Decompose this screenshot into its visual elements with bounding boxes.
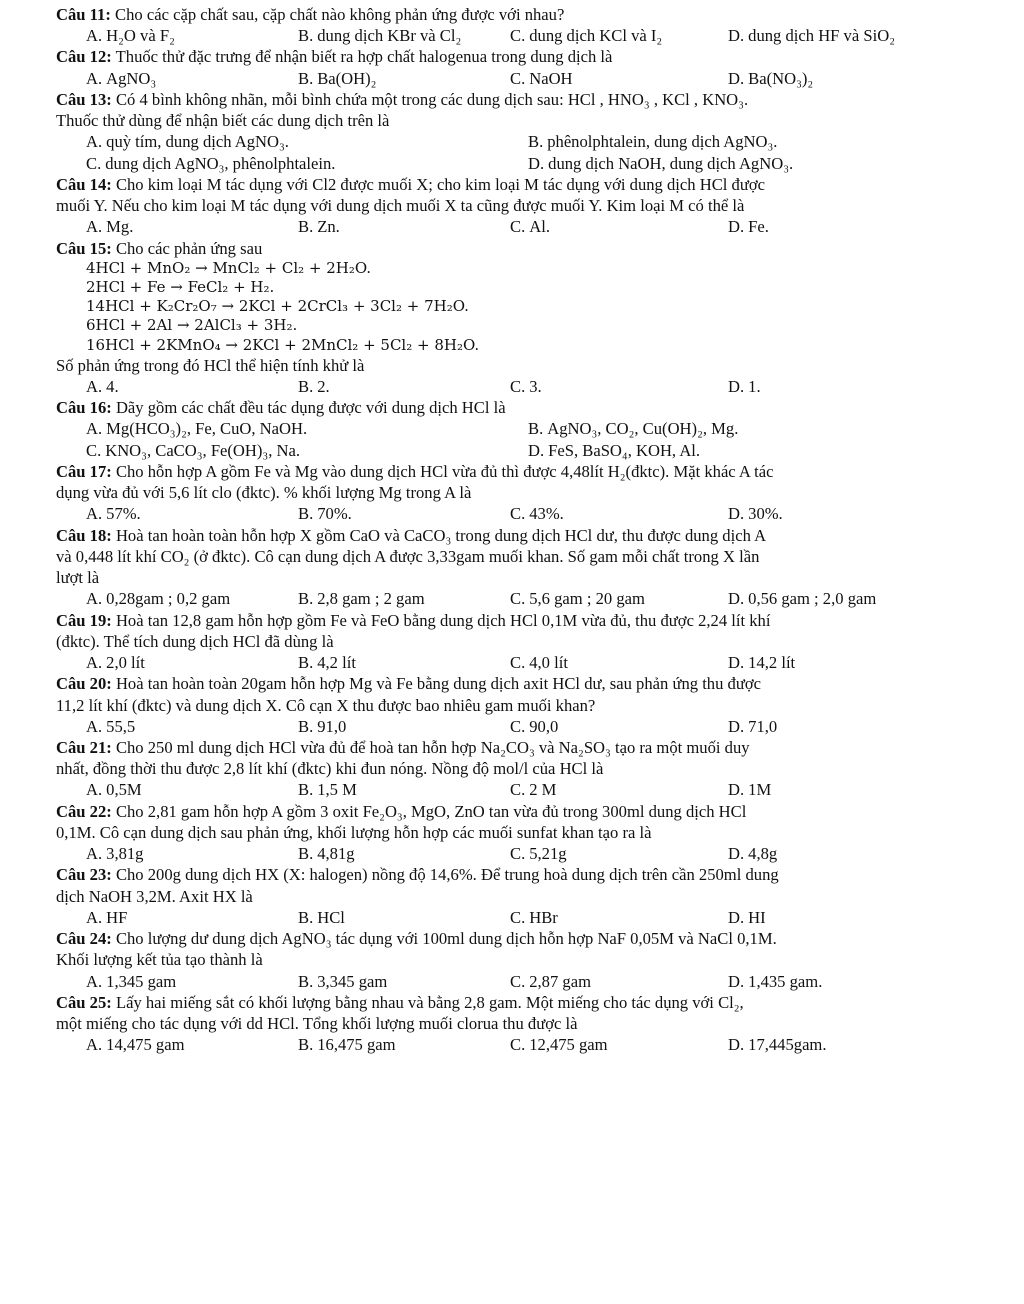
option-c: C. HBr — [510, 907, 558, 927]
option-a: A. 0,5M — [86, 780, 142, 800]
question-number: Câu 17: — [56, 461, 112, 481]
question-text-line-2: 11,2 lít khí (đktc) và dung dịch X. Cô cạn X thu được bao nhiêu gam muối khan? — [56, 695, 596, 715]
question-17 — [56, 461, 970, 525]
question-number: Câu 20: — [56, 674, 112, 694]
question-23 — [56, 864, 970, 928]
option-a: A. 4. — [86, 376, 119, 396]
option-a: A. HF — [86, 907, 128, 927]
option-d: D. Fe. — [728, 217, 769, 237]
option-d: D. 0,56 gam ; 2,0 gam — [728, 589, 877, 609]
question-number: Câu 22: — [56, 801, 112, 821]
option-a: A. 57%. — [86, 504, 141, 524]
question-text-line-2: nhất, đồng thời thu được 2,8 lít khí (đktc) khi đun nóng. Nồng độ mol/l của HCl là — [56, 759, 604, 779]
question-number: Câu 14: — [56, 174, 112, 194]
question-text-line-2: và 0,448 lít khí CO₂ (ở đktc). Cô cạn dung dịch A được 3,33gam muối khan. Số gam mỗi chất trong X lần — [56, 546, 760, 566]
question-number: Câu 19: — [56, 610, 112, 630]
option-b: B. 16,475 gam — [298, 1035, 396, 1055]
option-d: D. 14,2 lít — [728, 653, 796, 673]
option-c: C. 3. — [510, 376, 542, 396]
option-b: B. dung dịch KBr và Cl₂ — [298, 26, 462, 46]
question-text: Cho hỗn hợp A gồm Fe và Mg vào dung dịch HCl vừa đủ thì được 4,48lít H₂(đktc). Mặt khác A tác — [115, 461, 774, 481]
option-a: A. Mg. — [86, 217, 134, 237]
option-d: D. HI — [728, 907, 766, 927]
option-b: B. Zn. — [298, 217, 340, 237]
option-b: B. 1,5 M — [298, 780, 357, 800]
option-c: C. KNO₃, CaCO₃, Fe(OH)₃, Na. — [86, 440, 301, 460]
option-c: C. 2 M — [510, 780, 557, 800]
question-text: Cho 200g dung dịch HX (X: halogen) nồng độ 14,6%. Để trung hoà dung dịch trên cần 250ml dung — [115, 865, 779, 885]
question-20 — [56, 673, 970, 737]
question-text: Hoà tan 12,8 gam hỗn hợp gồm Fe và FeO bằng dung dịch HCl 0,1M vừa đủ, thu được 2,24 lít khí — [115, 610, 771, 630]
option-a: A. quỳ tím, dung dịch AgNO₃. — [86, 132, 289, 152]
option-d: D. FeS, BaSO₄, KOH, Al. — [528, 440, 701, 460]
option-a: A. 3,81g — [86, 844, 144, 864]
question-text-line-2: một miếng cho tác dụng với dd HCl. Tổng khối lượng muối clorua thu được là — [56, 1014, 578, 1034]
question-12 — [56, 46, 970, 88]
question-text: Dãy gồm các chất đều tác dụng được với dung dịch HCl là — [115, 398, 506, 418]
equation-5: 16HCl + 2KMnO₄ → 2KCl + 2MnCl₂ + 5Cl₂ + 8H₂O. — [86, 335, 480, 354]
option-c: C. Al. — [510, 217, 550, 237]
question-16 — [56, 397, 970, 461]
question-text: Cho các phản ứng sau — [115, 238, 263, 258]
question-25 — [56, 992, 970, 1056]
question-text-line-2: dịch NaOH 3,2M. Axit HX là — [56, 886, 253, 906]
question-14 — [56, 174, 970, 238]
option-d: D. 4,8g — [728, 844, 778, 864]
option-a: A. H₂O và F₂ — [86, 26, 175, 46]
option-a: A. 2,0 lít — [86, 653, 145, 673]
question-text-line-2: Thuốc thử dùng để nhận biết các dung dịch trên là — [56, 111, 390, 131]
question-number: Câu 16: — [56, 398, 112, 418]
option-d: D. 30%. — [728, 504, 783, 524]
option-b: B. 3,345 gam — [298, 971, 388, 991]
question-text: Thuốc thử đặc trưng để nhận biết ra hợp chất halogenua trong dung dịch là — [115, 47, 613, 67]
question-21 — [56, 737, 970, 801]
question-22 — [56, 801, 970, 865]
option-c: C. 90,0 — [510, 716, 559, 736]
option-b: B. HCl — [298, 907, 345, 927]
question-number: Câu 24: — [56, 929, 112, 949]
question-number: Câu 11: — [56, 5, 111, 24]
question-text-line-2: dụng vừa đủ với 5,6 lít clo (đktc). % khối lượng Mg trong A là — [56, 483, 472, 503]
equation-4: 6HCl + 2Al → 2AlCl₃ + 3H₂. — [86, 316, 298, 335]
question-text: Cho 250 ml dung dịch HCl vừa đủ để hoà tan hỗn hợp Na₂CO₃ và Na₂SO₃ tạo ra một muối duy — [115, 737, 750, 757]
question-number: Câu 21: — [56, 737, 112, 757]
question-text: Cho lượng dư dung dịch AgNO₃ tác dụng với 100ml dung dịch hỗn hợp NaF 0,05M và NaCl 0,1M. — [115, 929, 777, 949]
option-d: D. Ba(NO₃)₂ — [728, 68, 814, 88]
option-d: D. 1,435 gam. — [728, 971, 823, 991]
option-b: B. 91,0 — [298, 716, 347, 736]
question-text: Có 4 bình không nhãn, mỗi bình chứa một trong các dung dịch sau: HCl , HNO₃ , KCl , KNO₃. — [115, 89, 749, 109]
option-a: A. AgNO₃ — [86, 68, 157, 88]
option-d: D. 1M — [728, 780, 772, 800]
question-number: Câu 23: — [56, 865, 112, 885]
option-a: A. 14,475 gam — [86, 1035, 185, 1055]
question-text: Cho 2,81 gam hỗn hợp A gồm 3 oxit Fe₂O₃, MgO, ZnO tan vừa đủ trong 300ml dung dịch HCl — [115, 801, 747, 821]
option-b: B. 4,81g — [298, 844, 355, 864]
option-a: A. 0,28gam ; 0,2 gam — [86, 589, 231, 609]
option-b: B. 70%. — [298, 504, 352, 524]
equation-3: 14HCl + K₂Cr₂O₇ → 2KCl + 2CrCl₃ + 3Cl₂ + 7H₂O. — [86, 297, 469, 316]
option-b: B. Ba(OH)₂ — [298, 68, 377, 88]
question-text-line-2: muối Y. Nếu cho kim loại M tác dụng với dung dịch muối X ta cũng được muối Y. Kim loại M có thể là — [56, 196, 745, 216]
option-c: C. 2,87 gam — [510, 971, 591, 991]
option-c: C. NaOH — [510, 68, 573, 88]
option-b: B. 4,2 lít — [298, 653, 356, 673]
option-d: D. dung dịch NaOH, dung dịch AgNO₃. — [528, 153, 794, 173]
question-15 — [56, 238, 970, 398]
question-text-line-2: 0,1M. Cô cạn dung dịch sau phản ứng, khối lượng hỗn hợp các muối sunfat khan tạo ra là — [56, 822, 652, 842]
question-11 — [56, 4, 970, 46]
equation-1: 4HCl + MnO₂ → MnCl₂ + Cl₂ + 2H₂O. — [86, 258, 372, 277]
question-number: Câu 13: — [56, 89, 112, 109]
question-number: Câu 25: — [56, 992, 112, 1012]
option-b: B. 2,8 gam ; 2 gam — [298, 589, 425, 609]
question-number: Câu 18: — [56, 525, 112, 545]
question-text: Lấy hai miếng sắt có khối lượng bằng nhau và bằng 2,8 gam. Một miếng cho tác dụng với Cl₂, — [115, 992, 744, 1012]
question-text: Cho kim loại M tác dụng với Cl2 được muối X; cho kim loại M tác dụng với dung dịch HCl được — [115, 174, 765, 194]
question-19 — [56, 610, 970, 674]
option-d: D. 71,0 — [728, 716, 778, 736]
option-d: D. dung dịch HF và SiO₂ — [728, 26, 895, 46]
option-b: B. AgNO₃, CO₂, Cu(OH)₂, Mg. — [528, 419, 739, 439]
option-d: D. 1. — [728, 376, 761, 396]
question-prompt: Số phản ứng trong đó HCl thể hiện tính khử là — [56, 355, 365, 375]
question-number: Câu 12: — [56, 47, 112, 67]
option-a: A. Mg(HCO₃)₂, Fe, CuO, NaOH. — [86, 419, 308, 439]
option-a: A. 1,345 gam — [86, 971, 177, 991]
option-d: D. 17,445gam. — [728, 1035, 827, 1055]
question-text: Cho các cặp chất sau, cặp chất nào không phản ứng được với nhau? — [115, 5, 565, 24]
option-c: C. 43%. — [510, 504, 564, 524]
option-c: C. 5,21g — [510, 844, 567, 864]
question-text-line-3: lượt là — [56, 568, 100, 588]
question-text: Hoà tan hoàn toàn hỗn hợp X gồm CaO và CaCO₃ trong dung dịch HCl dư, thu được dung dịch A — [115, 525, 767, 545]
option-c: C. 12,475 gam — [510, 1035, 608, 1055]
option-a: A. 55,5 — [86, 716, 136, 736]
option-b: B. 2. — [298, 376, 330, 396]
option-c: C. dung dịch KCl và I₂ — [510, 26, 663, 46]
question-18 — [56, 525, 970, 610]
question-text-line-2: Khối lượng kết tủa tạo thành là — [56, 950, 263, 970]
option-b: B. phênolphtalein, dung dịch AgNO₃. — [528, 132, 778, 152]
option-c: C. 4,0 lít — [510, 653, 568, 673]
option-c: C. 5,6 gam ; 20 gam — [510, 589, 645, 609]
question-number: Câu 15: — [56, 238, 112, 258]
question-13 — [56, 89, 970, 174]
equation-2: 2HCl + Fe → FeCl₂ + H₂. — [86, 278, 275, 296]
option-c: C. dung dịch AgNO₃, phênolphtalein. — [86, 153, 336, 173]
question-24 — [56, 928, 970, 992]
question-text: Hoà tan hoàn toàn 20gam hỗn hợp Mg và Fe bằng dung dịch axit HCl dư, sau phản ứng thu được — [115, 674, 761, 694]
question-text-line-2: (đktc). Thể tích dung dịch HCl đã dùng là — [56, 631, 334, 651]
